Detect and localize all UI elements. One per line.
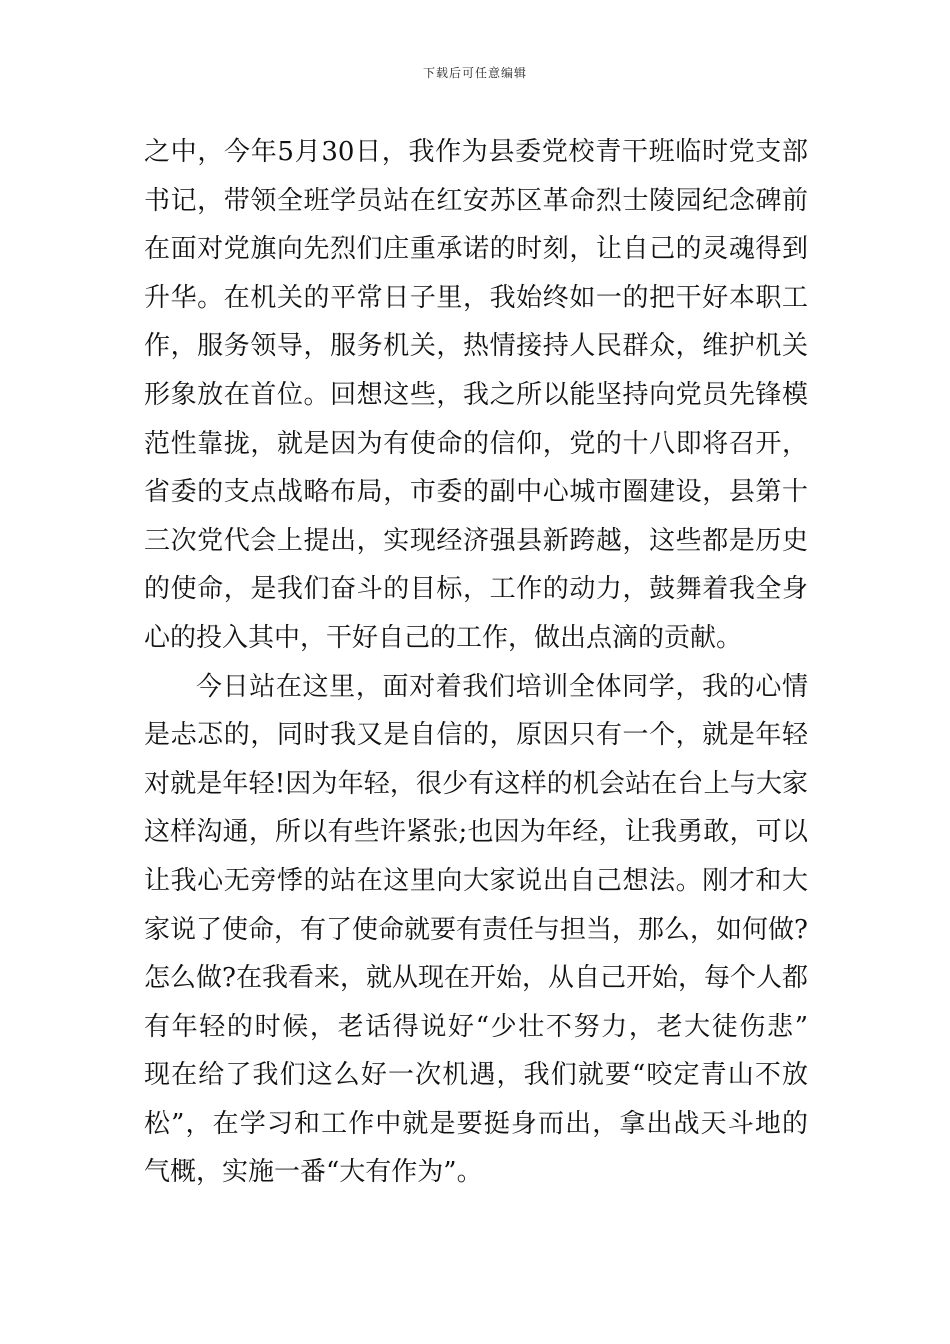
text-line-10: 的使命，是我们奋斗的目标，工作的动力，鼓舞着我全身 [144,574,808,605]
text-line-14: 对就是年轻!因为年轻，很少有这样的机会站在台上与大家 [144,768,808,799]
text-line-19: 有年轻的时候，老话得说好“少壮不努力，老大徒伤悲” [144,1011,808,1042]
text-line-3: 在面对党旗向先烈们庄重承诺的时刻，让自己的灵魂得到 [144,234,808,265]
body-text [144,128,808,1197]
text-line-22: 气概，实施一番“大有作为”。 [144,1157,483,1188]
text-line-18: 怎么做?在我看来，就从现在开始，从自己开始，每个人都 [144,963,808,994]
text-line-8: 省委的支点战略布局，市委的副中心城市圈建设，县第十 [144,477,808,508]
text-line-2: 书记，带领全班学员站在红安苏区革命烈士陵园纪念碑前 [144,185,808,216]
text-line-20: 现在给了我们这么好一次机遇，我们就要“咬定青山不放 [144,1060,808,1091]
text-line-11: 心的投入其中，干好自己的工作，做出点滴的贡献。 [144,622,743,653]
text-line-21: 松”，在学习和工作中就是要挺身而出，拿出战天斗地的 [144,1108,808,1139]
text-line-13: 是忐忑的，同时我又是自信的，原因只有一个，就是年轻 [144,720,808,751]
text-line-12: 今日站在这里，面对着我们培训全体同学，我的心情 [196,671,808,702]
text-line-5: 作，服务领导，服务机关，热情接持人民群众，维护机关 [144,331,808,362]
text-line-6: 形象放在首位。回想这些，我之所以能坚持向党员先锋模 [144,379,808,410]
text-line-15: 这样沟通，所以有些许紧张;也因为年经，让我勇敢，可以 [144,817,808,848]
text-line-9: 三次党代会上提出，实现经济强县新跨越，这些都是历史 [144,525,808,556]
text-line-4: 升华。在机关的平常日子里，我始终如一的把干好本职工 [144,282,808,313]
text-line-7: 范性靠拢，就是因为有使命的信仰，党的十八即将召开， [144,428,808,459]
page-header: 下载后可任意编辑 [422,66,527,80]
text-line-17: 家说了使命，有了使命就要有责任与担当，那么，如何做? [144,914,808,945]
text-line-1: 之中，今年5月30日，我作为县委党校青干班临时党支部 [144,137,808,167]
text-line-16: 让我心无旁悸的站在这里向大家说出自己想法。刚才和大 [144,865,808,896]
